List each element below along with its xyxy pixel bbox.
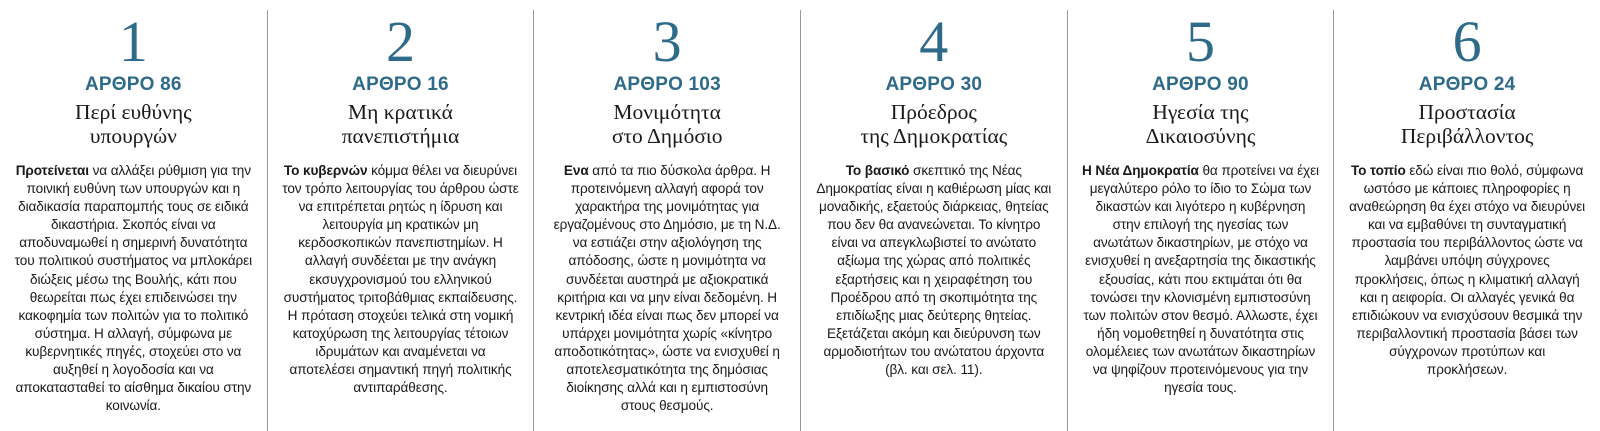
column-title	[1348, 100, 1586, 148]
article-column	[267, 10, 534, 431]
column-title-line: Προστασία	[1418, 100, 1516, 124]
column-title	[14, 100, 253, 148]
body-lead: Προτείνεται	[15, 163, 89, 178]
article-label: ΑΡΘΡΟ 90	[1152, 74, 1249, 95]
article-label: ΑΡΘΡΟ 30	[885, 74, 983, 95]
article-column	[800, 10, 1067, 431]
column-title	[548, 100, 786, 148]
body-text: να αλλάξει ρύθμιση για την ποινική ευθύνη των υπουργών και η διαδικασία παραπομπής τους σε ειδικά δικαστήρια. Σκοπός είναι να αποδυναμωθεί η σημερινή δυνατότητα του πολιτικού συστήματος να μπλοκάρει διώξεις μέσω της Βουλής, κάτι που θεωρείται πως έχει επιδεινώσει την κακοφημία των πολιτών για το πολιτικό σύστημα. Η αλλαγή, σύμφωνα με κυβερνητικές πηγές, στοχεύει στο να αυξηθεί η λογοδοσία και να αποκατασταθεί το αίσθημα δικαίου στην κοινωνία.	[14, 163, 252, 414]
body-lead: Το τοπίο	[1350, 163, 1406, 178]
column-body	[1348, 162, 1586, 379]
column-body	[815, 162, 1053, 379]
article-column	[1067, 10, 1334, 431]
column-title	[1082, 100, 1320, 148]
column-number: 1	[118, 9, 148, 74]
column-body	[1082, 162, 1320, 397]
column-title-line: Ηγεσία της	[1152, 100, 1249, 124]
body-lead: Ενα	[563, 163, 589, 178]
column-title-line: Μη κρατικά	[348, 100, 453, 124]
body-text: από τα πιο δύσκολα άρθρα. Η προτεινόμενη αλλαγή αφορά τον χαρακτήρα της μονιμότητας για εργαζομένους στο Δημόσιο, με τη Ν.Δ. να εστιάζει στην αξιολόγηση της απόδοσης, ώστε η μονιμότητα να συνδέεται αυστηρά με αξιοκρατικά κριτήρια και να μην είναι δεδομένη. Η κεντρική ιδέα είναι πως δεν μπορεί να υπάρχει μονιμότητα χωρίς «κίνητρο αποδοτικότητας», ώστε να ενισχυθεί η αποτελεσματικότητα της δημόσιας διοίκησης αλλά και η εμπιστοσύνη στους θεσμούς.	[553, 163, 781, 414]
article-column	[1333, 10, 1600, 431]
article-column	[0, 10, 267, 431]
column-number: 4	[919, 9, 949, 74]
column-title-line: της Δημοκρατίας	[860, 124, 1008, 148]
column-title-line: Περί ευθύνης	[75, 100, 192, 124]
column-body	[548, 162, 786, 415]
column-title	[815, 100, 1053, 148]
column-title	[282, 100, 520, 148]
body-text: σκεπτικό της Νέας Δημοκρατίας είναι η καθιέρωση μίας και μοναδικής, εξαετούς διάρκειας, θητείας που δεν θα ανανεώνεται. Το κίνητρο είναι να απεγκλωβιστεί το ανώτατο αξίωμα της χώρας από πολιτικές εξαρτήσεις και η χειραφέτηση του Προέδρου από τη σκοπιμότητα της επιδίωξης μιας δεύτερης θητείας. Εξετάζεται ακόμη και διεύρυνση των αρμοδιοτήτων του ανώτατου άρχοντα (βλ. και σελ. 11).	[816, 163, 1052, 378]
body-lead: Η Νέα Δημοκρατία	[1081, 163, 1199, 178]
column-body	[282, 162, 520, 397]
column-title-line: Περιβάλλοντος	[1400, 124, 1534, 148]
column-number: 5	[1185, 9, 1215, 74]
column-title-line: υπουργών	[89, 124, 177, 148]
column-title-line: στο Δημόσιο	[611, 124, 723, 148]
article-label: ΑΡΘΡΟ 86	[85, 74, 182, 95]
body-lead: Το κυβερνών	[283, 163, 368, 178]
body-lead: Το βασικό	[845, 163, 910, 178]
body-text: εδώ είναι πιο θολό, σύμφωνα ωστόσο με κάποιες πληροφορίες η αναθεώρηση θα έχει στόχο να διευρύνει και να εμβαθύνει τη συνταγματική προστασία του περιβάλλοντος ώστε να λαμβάνει υπόψη σύγχρονες προκλήσεις, όπως η κλιματική αλλαγή και η αειφορία. Οι αλλαγές γενικά θα επιδιώκουν να ενισχύσουν θεσμικά την περιβαλλοντική προστασία βάσει των σύγχρονων προτύπων και προκλήσεων.	[1349, 163, 1586, 378]
column-number: 6	[1452, 9, 1482, 74]
article-column	[533, 10, 800, 431]
column-body	[14, 162, 253, 415]
article-label: ΑΡΘΡΟ 16	[352, 74, 449, 95]
column-number: 3	[652, 9, 682, 74]
article-label: ΑΡΘΡΟ 24	[1418, 74, 1516, 95]
body-text: θα προτείνει να έχει μεγαλύτερο ρόλο το ίδιο το Σώμα των δικαστών και λιγότερο η κυβέρνηση στην επιλογή της ηγεσίας των ανωτάτων δικαστηρίων, με στόχο να ενισχυθεί η ανεξαρτησία της δικαστικής εξουσίας, κάτι που εκτιμάται ότι θα τονώσει την κλονισμένη εμπιστοσύνη των πολιτών στον θεσμό. Αλλωστε, έχει ήδη νομοθετηθεί η δυνατότητα στις ολομέλειες των ανωτάτων δικαστηρίων να ψηφίζουν προτεινόμενους για την ηγεσία τους.	[1083, 163, 1319, 396]
body-text: κόμμα θέλει να διευρύνει τον τρόπο λειτουργίας του άρθρου ώστε να επιτρέπεται ρητώς η ίδρυση και λειτουργία μη κρατικών μη κερδοσκοπικών πανεπιστημίων. Η αλλαγή συνδέεται με την ανάγκη εκσυγχρονισμού του ελληνικού συστήματος τριτοβάθμιας εκπαίδευσης. Η πρόταση στοχεύει τελικά στη νομική κατοχύρωση της λειτουργίας τέτοιων ιδρυμάτων και αναμένεται να αποτελέσει σημαντική πηγή πολιτικής αντιπαράθεσης.	[282, 163, 519, 396]
column-title-line: Μονιμότητα	[613, 100, 721, 124]
article-label: ΑΡΘΡΟ 103	[613, 74, 721, 95]
column-title-line: Πρόεδρος	[890, 100, 977, 124]
column-number: 2	[385, 9, 415, 74]
column-title-line: πανεπιστήμια	[341, 124, 460, 148]
column-title-line: Δικαιοσύνης	[1145, 124, 1256, 148]
